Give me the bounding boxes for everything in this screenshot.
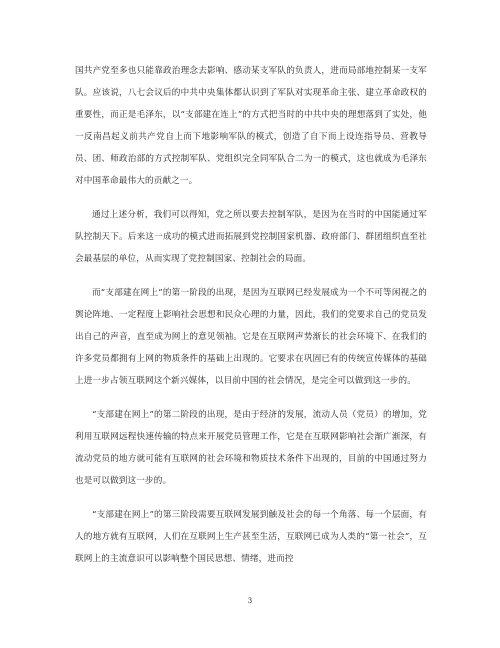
paragraph-2: 通过上述分析，我们可以得知，党之所以要去控制军队，是因为在当时的中国能通过军队控制天下。后来这一成功的模式进而拓展到党控制国家机器、政府部门、群团组织直至社会最基层的单位，从而实现了党控制国家、控制社会的局面。 xyxy=(75,210,427,264)
paragraph-3: 而“支部建在网上”的第一阶段的出现，是因为互联网已经发展成为一个不可等闲视之的舆论阵地、一定程度上影响社会思想和民众心理的力量，因此，我们的党要求自己的党员发出自己的声音，直至成为网上的意见领袖。它是在互联网声势渐长的社会环境下、在我们的许多党员都拥有上网的物质条件的基础上出现的。它要求在巩固已有的传统宣传媒体的基础上进一步占领互联网这个新兴媒体，以目前中国的社会情况，是完全可以做到这一步的。 xyxy=(75,288,427,386)
document-body xyxy=(75,60,427,582)
paragraph-5: “支部建在网上”的第三阶段需要互联网发展到触及社会的每一个角落、每一个层面，有人的地方就有互联网，人们在互联网上生产甚至生活，互联网已成为人类的“第一社会”，互联网上的主流意识可以影响整个国民思想、情绪，进而控 xyxy=(75,510,427,564)
page-number: 3 xyxy=(247,597,253,605)
paragraph-4: “支部建在网上”的第二阶段的出现，是由于经济的发展，流动人员（党员）的增加，党利用互联网远程快速传输的特点来开展党员管理工作，它是在互联网影响社会渐广渐深，有流动党员的地方就可能有互联网的社会环境和物质技术条件下出现的，目前的中国通过努力也是可以做到这一步的。 xyxy=(75,410,427,486)
paragraph-1: 国共产党至多也只能靠政治理念去影响、感动某支军队的负责人，进而局部地控制某一支军队。应该说，八七会议后的中共中央集体都认识到了军队对实现革命主张、建立革命政权的重要性，而正是毛泽东，以“支部建在连上”的方式把当时的中共中央的理想落到了实处，他一反南昌起义前共产党自上而下地影响军队的模式，创造了自下而上设连指导员、营教导员、团、师政治部的方式控制军队、党组织完全同军队合二为一的模式，这也就成为毛泽东对中国革命最伟大的贡献之一。 xyxy=(75,66,427,186)
